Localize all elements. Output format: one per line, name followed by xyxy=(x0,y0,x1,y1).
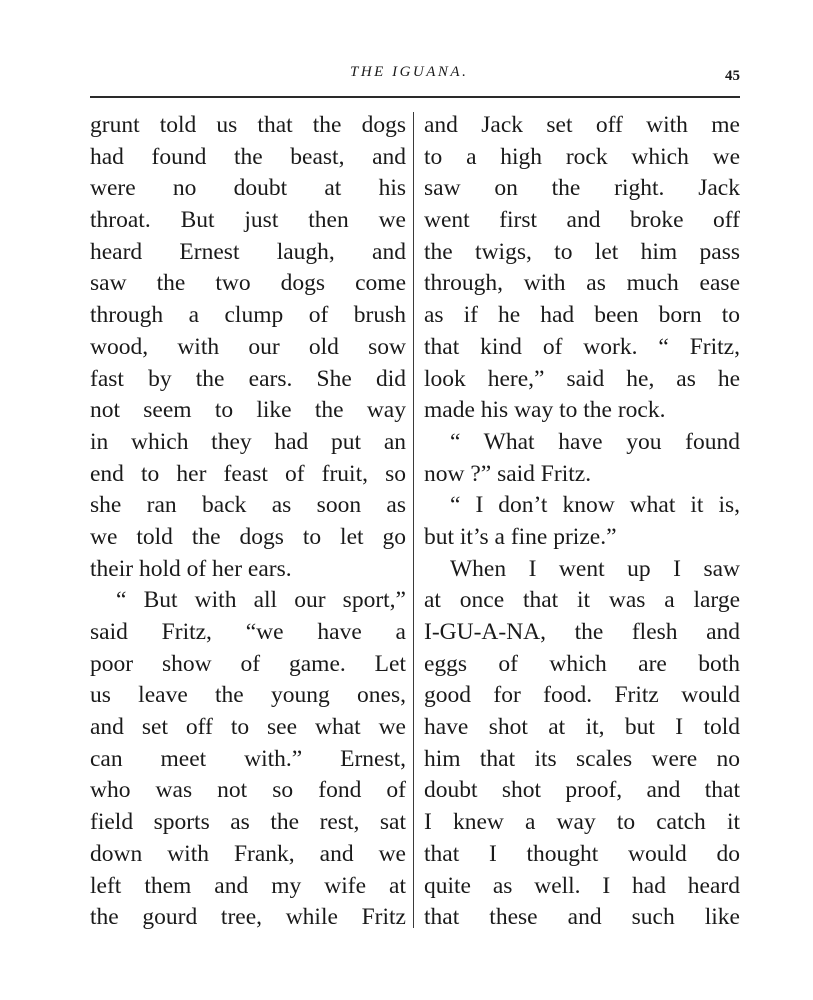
text-line: “ But with all our sport,” xyxy=(116,587,406,614)
text-line: fast by the ears. She did xyxy=(90,365,406,392)
text-line: “ I don’t know what it is, xyxy=(450,492,740,519)
text-line: have shot at it, but I told xyxy=(424,714,740,741)
text-line: poor show of game. Let xyxy=(90,650,406,677)
text-line: eggs of which are both xyxy=(424,650,740,677)
text-line: doubt shot proof, and that xyxy=(424,777,740,804)
text-line: field sports as the rest, sat xyxy=(90,809,406,836)
text-line: through a clump of brush xyxy=(90,302,406,329)
text-line: I knew a way to catch it xyxy=(424,809,740,836)
text-line: through, with as much ease xyxy=(424,270,740,297)
left-column xyxy=(90,110,406,934)
column-divider xyxy=(413,112,414,928)
running-title: THE IGUANA. xyxy=(350,64,469,80)
text-line: us leave the young ones, xyxy=(90,682,406,709)
text-line: quite as well. I had heard xyxy=(424,872,740,899)
text-line: at once that it was a large xyxy=(424,587,740,614)
text-line: that kind of work. “ Fritz, xyxy=(424,333,740,360)
text-line: had found the beast, and xyxy=(90,143,406,170)
text-line: wood, with our old sow xyxy=(90,333,406,360)
text-line: she ran back as soon as xyxy=(90,492,406,519)
text-line: as if he had been born to xyxy=(424,302,740,329)
text-line: left them and my wife at xyxy=(90,872,406,899)
text-line: who was not so fond of xyxy=(90,777,406,804)
text-line: When I went up I saw xyxy=(450,555,740,582)
text-line: look here,” said he, as he xyxy=(424,365,740,392)
text-line: now ?” said Fritz. xyxy=(424,460,592,487)
text-line: not seem to like the way xyxy=(90,397,406,424)
text-line: down with Frank, and we xyxy=(90,840,406,867)
text-line: him that its scales were no xyxy=(424,745,740,772)
text-line: we told the dogs to let go xyxy=(90,523,406,550)
text-line: the twigs, to let him pass xyxy=(424,238,740,265)
text-line: went first and broke off xyxy=(424,207,740,234)
right-column xyxy=(424,110,740,934)
text-line: and Jack set off with me xyxy=(424,112,740,138)
text-line: heard Ernest laugh, and xyxy=(90,238,406,265)
running-header xyxy=(90,64,740,88)
text-line: good for food. Fritz would xyxy=(424,682,740,709)
text-line: but it’s a fine prize.” xyxy=(424,523,617,550)
header-rule xyxy=(90,96,740,98)
text-line: I-GU-A-NA, the flesh and xyxy=(424,619,740,645)
text-line: that these and such like xyxy=(424,904,740,931)
text-line: that I thought would do xyxy=(424,840,740,867)
text-line: their hold of her ears. xyxy=(90,555,292,582)
text-line: throat. But just then we xyxy=(90,207,406,234)
text-line: grunt told us that the dogs xyxy=(90,112,406,138)
page-number: 45 xyxy=(725,68,740,84)
text-line: saw on the right. Jack xyxy=(424,175,740,202)
text-line: were no doubt at his xyxy=(90,175,406,202)
text-line: saw the two dogs come xyxy=(90,270,406,297)
text-line: “ What have you found xyxy=(450,428,740,455)
text-line: said Fritz, “we have a xyxy=(90,619,406,645)
text-line: and set off to see what we xyxy=(90,714,406,741)
text-line: the gourd tree, while Fritz xyxy=(90,904,406,931)
text-line: in which they had put an xyxy=(90,428,406,455)
text-line: end to her feast of fruit, so xyxy=(90,460,406,487)
text-line: can meet with.” Ernest, xyxy=(90,745,406,772)
text-line: made his way to the rock. xyxy=(424,397,666,424)
text-line: to a high rock which we xyxy=(424,143,740,170)
